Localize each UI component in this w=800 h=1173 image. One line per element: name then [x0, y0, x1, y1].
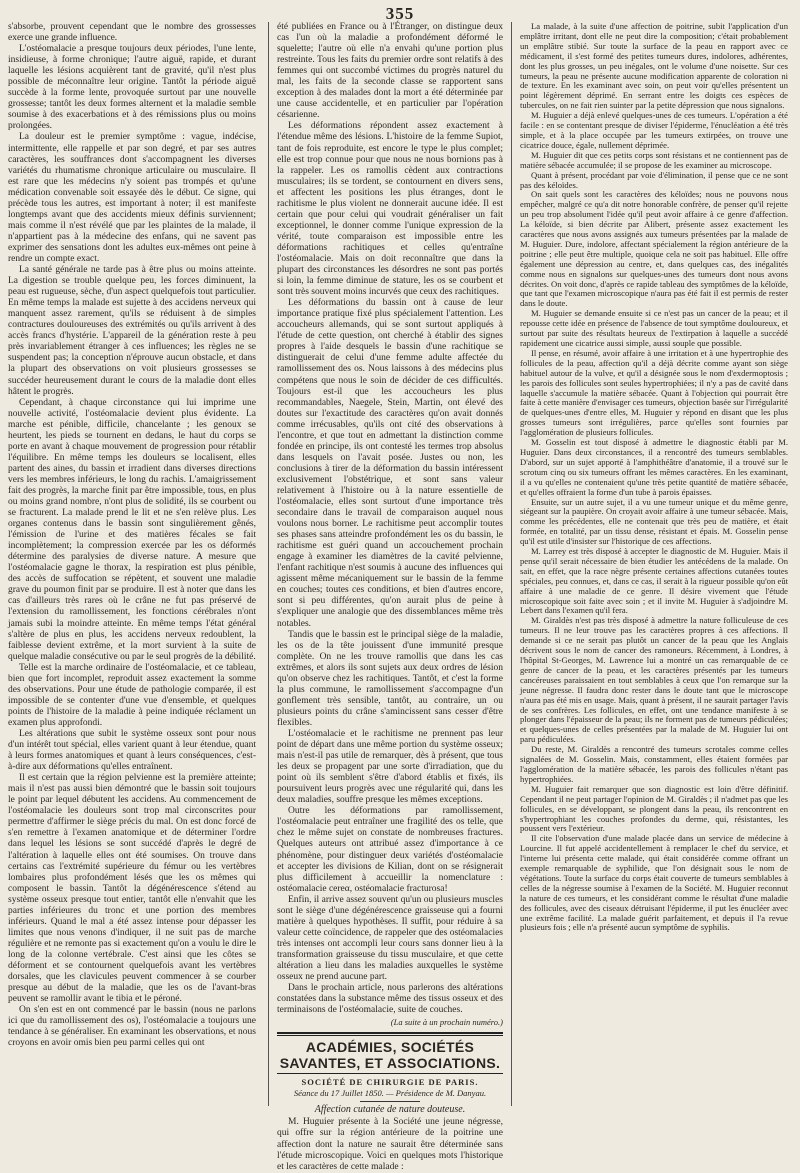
section-title: ACADÉMIES, SOCIÉTÉS SAVANTES, ET ASSOCIATIONS. [279, 1039, 501, 1072]
paragraph: Les altérations que subit le système osseux sont pour nous d'un intérêt tout spécial, elles varient quant à leur étendue, quant à leurs formes anatomiques et quant à leurs conséquences, c'est-à-dire aux déformations qu'elles entraînent. [8, 729, 256, 773]
paragraph: Ensuite, sur un autre sujet, il a vu une tumeur unique et du même genre, siégeant sur la paupière. On croyait avoir affaire à une tumeur sébacée. Mais, comme les précédentes, elle ne contenait que très peu de matière, et était formée, en totalité, par un tissu dense, résistant et épais. M. Gosselin pense qu'il est utile d'insister sur l'historique de ces affections. [520, 496, 788, 547]
page-number: 355 [385, 4, 415, 23]
paragraph: M. Giraldès n'est pas très disposé à admettre la nature folliculeuse de ces tumeurs. Il ne leur trouve pas les caractères propres à ces affections. Il demande si ce ne serait pas plutôt un cancer de la peau que les Anglais décrivent sous le nom de cancer des ramoneurs. Récemment, à Londres, à l'hôpital St-Georges, M. Lawrence lui a montré un cas remarquable de ce genre de cancer de la peau, et les caractères présentés par les tumeurs cancéreuses paraissaient en tout semblables à ceux que l'on remarque sur la jeune négresse. Il faudra donc rester dans le doute tant que le microscope n'aura pas été mis en usage. Mais, quant à présent, il ne saurait partager l'avis de ses confrères. Les follicules, en effet, ont une tendance manifeste à se plonger dans l'épaisseur de la peau; ils ne forment pas de tumeurs pédiculées; et quelques-unes de celles présentées par la malade de M. Huguier lui ont paru pédiculées. [520, 615, 788, 745]
paragraph: M. Huguier présente à la Société une jeune négresse, qui offre sur la région antérieure de la poitrine une affection dont la nature ne saurait être déterminée sans l'étude microscopique. Voici en quelques mots l'historique et les caractères de cette malade : [277, 1117, 503, 1172]
paragraph: M. Huguier fait remarquer que son diagnostic est loin d'être définitif. Cependant il ne peut partager l'opinion de M. Giraldès ; il n'admet pas que les follicules, en se développant, se plongent dans la peau, ils rencontrent en s'hypertrophiant les couches profondes du derme, qui, résistantes, les poussent vers l'extérieur. [520, 783, 788, 834]
paragraph: La malade, à la suite d'une affection de poitrine, subit l'application d'un emplâtre irritant, dont elle ne peut dire la composition; c'était probablement un emplâtre stibié. Sur toute la surface de la peau en rapport avec ce médicament, il s'est formé des petites tumeurs dures, indolores, adhérentes, dont les plus grosses, un peu inégales, ont le volume d'une noisette. Sur ces tumeurs, la peau ne présente aucune modification apparente de coloration ni de texture. En les examinant avec soin, on peut voir qu'elles présentent un point légèrement déprimé. En serrant entre les doigts ces espèces de tubercules, on ne fait rien suinter par la petite dépression que nous signalons. [520, 21, 788, 111]
paragraph: Il est certain que la région pelvienne est la première atteinte; mais il n'est pas aussi bien démontré que le bassin soit toujours le point par lequel débutent les accidens. Au commencement de l'ostéomalacie les douleurs sont trop mal circonscrites pour permettre d'affirmer le siège précis du mal. On est donc forcé de s'en remettre à l'examen anatomique et de déterminer l'ordre dans lequel les lésions se sont succédé d'après le degré de l'altération à laquelle elles ont été soumises. On trouve dans certains cas l'extrémité supérieure du fémur ou les vertèbres lombaires plus profondément lésés que les os mêmes qui composent le bassin. Tantôt la dégénérescence s'étend au système osseux presque tout entier, tantôt elle n'envahit que les parties inférieures du tronc et une portion des membres inférieurs. Quand le mal a été assez intense pour dépasser les limites que nous venons d'indiquer, il ne suit pas de marche régulière et ne remonte pas si exactement qu'on a voulu le dire le long de la colonne vertébrale. C'est ainsi que les côtes se déforment et se contournent quelquefois avant les vertèbres dorsales, que les clavicules peuvent commencer à se courber presque au début de la maladie, que les os de l'avant-bras peuvent se ramollir avant le tibia et le péroné. [8, 773, 256, 1005]
paragraph: Il pense, en résumé, avoir affaire à une irritation et à une hypertrophie des follicules de la peau, affection qu'il a déjà décrite comme ayant son siège habituel autour de la vulve, et qu'il a désignée sous le nom d'exdermoptosis ; les parois des follicules sont seules hypertrophiées; il n'y a pas de cavité dans laquelle s'accumule la matière sébacée. Quant à l'objection qui pourrait être faite à cette manière d'envisager ces tumeurs, objection basée sur l'irrégularité de quelques-unes d'entre elles, M. Huguier y répond en disant que les plus grosses tumeurs sont irrégulières, parce qu'elles sont fournies par l'agglomération de plusieurs follicules. [520, 347, 788, 438]
paragraph: Enfin, il arrive assez souvent qu'un ou plusieurs muscles sont le siège d'une dégénérescence graisseuse qui a fourni matière à quelques hypothèses. Il suffit, pour réduire à sa valeur cette coïncidence, de rappeler que des ostéomalacies très intenses ont accompli leur cours sans donner lieu à la transformation graisseuse du tissu musculaire, et que cette altération a lieu dans les maladies auxquelles le système osseux ne prend aucune part. [277, 894, 503, 983]
article-subtitle: Affection cutanée de nature douteuse. [314, 1104, 466, 1116]
column-middle [277, 22, 503, 1172]
paragraph: La douleur est le premier symptôme : vague, indécise, intermittente, elle rappelle et par son degré, et par ses autres caractères, les souffrances dont s'accompagnent les diverses variétés du rhumatisme chronique articulaire ou musculaire. Il est rare que les médecins n'y soient pas trompés et qu'une médication convenable soit essayée dès le début. Ce signe, qui précède tous les autres, est important à noter; il est manifeste longtemps avant que des accidents mieux définis surviennent; mais comme il n'est révélé que par les plaintes de la malade, il n'appartient pas à la médecine des enfans, qui ne savent pas exprimer des sensations dont les adultes eux-mêmes ont peine à rendre un compte exact. [8, 132, 256, 264]
column-divider [511, 22, 512, 1106]
paragraph: M. Huguier dit que ces petits corps sont résistans et ne contiennent pas de matière sébacée accumulée; il se propose de les examiner au microscope. [520, 149, 788, 170]
paragraph: M. Larrey est très disposé à accepter le diagnostic de M. Huguier. Mais il pense qu'il serait nécessaire de bien étudier les antécédens de la malade. On sait, en effet, que la race nègre présente certaines affections cutanées toutes spéciales, peu connues, et, dans ce cas, il serait à la rigueur possible qu'on eût affaire à une maladie de ce genre. Il désire vivement que l'étude microscopique soit faite avec soin ; et il invite M. Huguier à s'adjoindre M. Lebert dans l'examen qu'il fera. [520, 546, 788, 616]
society-name: SOCIÉTÉ DE CHIRURGIE DE PARIS. [301, 1077, 479, 1088]
paragraph: été publiées en France ou à l'Étranger, on distingue deux cas l'un où la maladie a profondément déformé le squelette; l'autre où elle n'a envahi qu'une portion plus restreinte. Tous les faits du premier ordre sont relatifs à des femmes qui ont succombé victimes du progrès naturel du mal, les faits de la seconde classe se rapportent sans exception à des malades dont la mort a été déterminée par une cause accidentelle, et en particulier par l'opération césarienne. [277, 22, 503, 121]
paragraph: Les déformations répondent assez exactement à l'étendue même des lésions. L'histoire de la femme Supiot, tant de fois reproduite, est encore le type le plus complet; elle est trop connue pour que nous ne nous bornions pas à la rappeler. Les os ramollis cèdent aux contractions musculaires; ils se tordent, se contournent en divers sens, et affectent les positions les plus étranges, dont le rachitisme le plus violent ne donnerait aucune idée. Il est certain que pour celui qui voudrait généraliser un fait exceptionnel, le donner comme l'unique expression de la vérité, toute comparaison est impossible entre les déformations rachitiques et celles qu'entraîne l'ostéomalacie. Mais on doit reconnaître que dans la plupart des circonstances les désordres ne sont pas portés si loin, la femme diminue de stature, les os se courbent et sont très souvent moins incurvés que ceux des rachitiques. [277, 121, 503, 298]
paragraph: M. Huguier se demande ensuite si ce n'est pas un cancer de la peau; et il repousse cette idée en présence de l'absence de tout symptôme douloureux, et surtout par suite des résultats heureux de l'extirpation à laquelle a succédé rapidement une cicatrice aussi simple, aussi souple que possible. [520, 308, 788, 348]
paragraph: M. Gosselin est tout disposé à admettre le diagnostic établi par M. Huguier. Dans deux circonstances, il a rencontré des tumeurs semblables. D'abord, sur un sujet apporté à l'amphithéâtre d'anatomie, il a trouvé sur le scrotum cinq ou six tumeurs offrant les mêmes caractères. En les examinant, il a vu qu'elles ne contenaient qu'une très petite quantité de matière sébacée, et qu'elles offraient la forme d'un tube à parois épaisses. [520, 437, 788, 497]
paragraph: Du reste, M. Giraldès a rencontré des tumeurs scrotales comme celles signalées de M. Gosselin. Mais, constamment, elles étaient formées par l'agglomération de la matière sébacée, les parois des follicules n'étant pas hypertrophiées. [520, 744, 788, 784]
paragraph: On s'en est en ont commencé par le bassin (nous ne parlons ici que du ramollissement des os), l'ostéomalacie a toujours une tendance à se généraliser. En examinant les observations, et nous croyons en avoir omis bien peu parmi celles qui ont [8, 1005, 256, 1049]
paragraph: Dans le prochain article, nous parlerons des altérations constatées dans la substance même des tissus osseux et des terminaisons de l'ostéomalacie, suite de couches. [277, 983, 503, 1016]
divider [360, 1101, 420, 1102]
section-rule [277, 1073, 503, 1074]
session-date: Séance du 17 Juillet 1850. — Présidence de M. Danyau. [293, 1088, 487, 1099]
section-rule [277, 1032, 503, 1034]
paragraph: Telle est la marche ordinaire de l'ostéomalacie, et ce tableau, bien que fort incomplet, reproduit assez exactement la somme des observations. Pour une étude de pathologie comparée, il est impossible de se contenter d'une vue d'ensemble, et quelques points de l'histoire de la maladie à peine indiquée réclament un examen plus approfondi. [8, 662, 256, 728]
paragraph: Outre les déformations par ramollissement, l'ostéomalacie peut entraîner une fragilité des os telle, que chez le même sujet on constate de nombreuses fractures. Quelques auteurs ont attribué assez d'importance à ce phénomène, pour distinguer deux variétés d'ostéomalacie et accepter les divisions de Kilian, dont on se résignerait plus difficilement à accueillir la nomenclature : ostéomalacie cereα, ostéomalacie fracturosa! [277, 806, 503, 894]
column-left [8, 22, 256, 1106]
paragraph: L'ostéomalacie a presque toujours deux périodes, l'une lente, insidieuse, à forme chronique; l'autre aiguë, rapide, et durant laquelle les lésions acquièrent tant de gravité, qu'il n'est plus possible de méconnaître leur origine. Tantôt la période aiguë succède à la forme lente, provoquée surtout par une nouvelle grossesse; tantôt les deux formes alternent et la maladie semble soumise à des exacerbations et à des rémissions plus ou moins prolongées. [8, 44, 256, 132]
paragraph: Tandis que le bassin est le principal siège de la maladie, les os de la tête jouissent d'une immunité presque complète. On ne les trouve ramollis que dans les cas extrêmes, et alors ils sont sujets aux deux ordres de lésion qu'on observe chez les rachitiques. Tantôt, et c'est la forme la plus commune, le ramollissement s'accompagne d'un gonflement très sensible, tantôt, au contraire, un ou plusieurs points du crâne s'amincissent sans cesser d'être flexibles. [277, 629, 503, 728]
column-divider [268, 22, 269, 1106]
paragraph: Quant à présent, procédant par voie d'élimination, il pense que ce ne sont pas des kéloïdes. [520, 169, 788, 190]
paragraph: Cependant, à chaque circonstance qui lui imprime une nouvelle activité, l'ostéomalacie devient plus évidente. La marche est pénible, difficile, chancelante ; les genoux se heurtent, les pieds se tournent en dedans, le haut du corps se porte en avant à chaque mouvement de progression pour rétablir l'équilibre. En même temps les douleurs se localisent, elles partent des aines, du bassin et irradient dans diverses directions vers les membres inférieurs, le long du rachis. L'amaigrissement fait des progrès, la marche finit par être impossible, tous, en plus ou moins grand nombre, n'ont plus de solidité, ils se courbent ou se fracturent. La malade prend le lit et ne s'en relève plus. Les organes contenus dans le bassin sont singulièrement gênés, l'émission de l'urine et des matières fécales se fait incomplètement; la compression exercée par les os déformés détermine des paralysies de diverse nature. A mesure que l'ostéomalacie gagne le thorax, la respiration est plus pénible, des accès de suffocation se répètent, et souvent une maladie grave du poumon finit par se produire. Il est à noter que dans les cas d'ailleurs très rares où le crâne ne fut pas préservé de l'extension du ramollissement, les fonctions cérébrales n'ont jamais subi la moindre atteinte. En même temps l'état général s'altère de plus en plus, les accidens nerveux redoublent, la faiblesse devient extrême, et la mort survient à la suite de quelque maladie consécutive ou par le seul progrès de la débilité. [8, 397, 256, 662]
paragraph: La santé générale ne tarde pas à être plus ou moins atteinte. La digestion se trouble quelque peu, les forces diminuent, la peau est rugueuse, sèche, d'un aspect quelquefois tout particulier. En même temps la malade est sujette à des accidens nerveux qui manquent assez rarement, qu'ils se réduisent à de simples contractures douloureuses des extrémités ou qu'ils arrivent à des accès francs d'hystérie. L'appareil de la génération reste à peu près invariablement étranger à ces influences; les règles ne se suspendent pas; la conception n'éprouve aucun obstacle, et dans la plupart des observations on voit plusieurs grossesses se succéder heureusement durant le cours de la maladie dont elles hâtent le progrès. [8, 265, 256, 397]
paragraph: Les déformations du bassin ont à cause de leur importance pratique fixé plus spécialement l'attention. Les accoucheurs allemands, qui se sont surtout appliqués à l'étude de cette question, ont cherché à établir des signes propres à l'aide desquels le bassin d'une rachitique se distinguerait de celui d'une femme adulte affectée du ramollissement des os. Nous laissons à des médecins plus compétens que nous le soin de décider de ces difficultés. Toujours est-il que les accoucheurs les plus recommandables, Naegele, Stein, Martin, ont élevé des doutes sur l'exactitude des caractères qu'on avait donnés comme irrécusables, qu'ils ont cité des observations à l'encontre, et que tout en admettant la distinction comme fondée en principe, ils ont contesté les termes trop absolus dans lesquels on l'avait posée. Justes ou non, les conclusions à tirer de la déformation du bassin intéressent exclusivement l'obstétrique, et sont sans valeur relativement à l'histoire ou à la nature essentielle de l'ostéomalacie, elles sont surtout d'une importance très secondaire dans le travail de comparaison auquel nous voulons nous borner. Le rachitisme peut accomplir toutes ses phases sans atteindre profondément les os du bassin, le rachitisme est guéri quand un accouchement prochain engage à examiner les diamètres de la cavité pelvienne, l'enfant rachitique n'est soumis à aucune des influences qui agissent même mécaniquement sur le bassin de la femme en couches; toutes ces conditions, et bien d'autres encore, sont si peu différentes, qu'on aurait plus de peine à s'expliquer une analogie que des dissemblances même très notables. [277, 298, 503, 629]
paragraph: L'ostéomalacie et le rachitisme ne prennent pas leur point de départ dans une même portion du système osseux; mais n'est-il pas utile de remarquer, dès à présent, que tous les deux se propagent par une sorte d'irradiation, que du point où ils semblent s'être d'abord établis et fixés, ils poursuivent leurs progrès avec une régularité qui, dans les deux maladies, souffre presque les mêmes exceptions. [277, 729, 503, 806]
paragraph: Il cite l'observation d'une malade placée dans un service de médecine à Lourcine. Il fut appelé accidentellement à remplacer le chef du service, et l'interne lui présenta cette malade, qui était considérée comme offrant un exemple remarquable de syphilide, que l'on désignait sous le nom de végétations. Toute la surface du corps était couverte de tumeurs semblables à celles de la négresse soumise à l'examen de la Société. M. Huguier reconnut la nature de ces tumeurs, et les considérant comme le résultat d'une maladie des follicules, avec des ciseaux détruisant l'épiderme, il put les énucléer avec une extrême facilité. La malade guérit parfaitement, et depuis il l'a revue plusieurs fois ; elle n'a présenté aucun symptôme de syphilis. [520, 833, 788, 933]
section-rule [277, 1035, 503, 1036]
paragraph: s'absorbe, prouvent cependant que le nombre des grossesses exerce une grande influence. [8, 22, 256, 44]
paragraph: M. Huguier a déjà enlevé quelques-unes de ces tumeurs. L'opération a été facile : en se contentant presque de diviser l'épiderme, l'énucléation a été très simple, et à la place occupée par les tumeurs extirpées, on trouve une cicatrice douce, égale, nullement déprimée. [520, 110, 788, 150]
column-right [520, 22, 788, 1106]
continuation-note: (La suite à un prochain numéro.) [390, 1017, 503, 1028]
paragraph: On sait quels sont les caractères des kéloïdes; nous ne pouvons nous empêcher, malgré ce qu'a dit notre honorable confrère, de penser qu'il rejette un peu trop absolument l'idée qu'il peut avoir affaire à ce genre d'affection. La kéloïde, si bien décrite par Alibert, présente assez exactement les caractères que nous avons assignés aux tumeurs présentées par la malade de M. Huguier. Dure, indolore, affectant spécialement la région antérieure de la poitrine ; elle peut être multiple, quoique cela ne soit pas habituel. Elle offre également une dépression au centre, et, dans quelques cas, des inégalités comme nous en signalons sur quelques-unes des tumeurs dont nous avons décrites. On voit donc, d'après ce rapide tableau des symptômes de la kéloïde, que tant que l'examen microscopique n'aura pas été fait il est permis de rester dans le doute. [520, 189, 788, 309]
